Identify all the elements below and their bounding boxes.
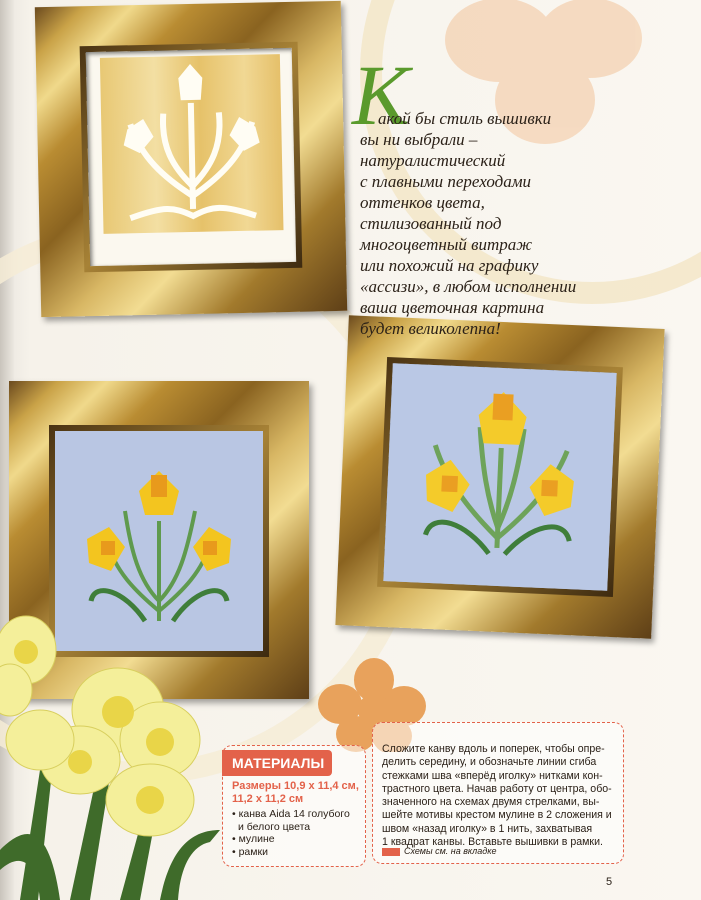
materials-sizes: Размеры 10,9 х 11,4 см, 11,2 х 11,2 см	[232, 780, 359, 805]
instructions-line: делить середину, и обозначьте линии сгиба	[382, 756, 597, 769]
materials-item: • канва Aida 14 голубого	[232, 808, 350, 820]
instructions-line: значенного на схемах двумя стрелками, вы-	[382, 796, 600, 809]
materials-title: МАТЕРИАЛЫ	[222, 750, 332, 776]
intro-line: оттенков цвета,	[360, 193, 485, 212]
daffodil-bouquet-photo	[0, 590, 230, 900]
materials-list	[232, 808, 362, 858]
instructions-line: стежками шва «вперёд иголку» нитками кон-	[382, 769, 603, 782]
framed-embroidery-blue-right	[335, 315, 664, 638]
intro-line: акой бы стиль вышивки	[378, 109, 552, 128]
intro-line: «ассизи», в любом исполнении	[360, 277, 577, 296]
intro-line: будет великолепна!	[360, 319, 501, 338]
instructions-line: шейте мотивы крестом мулине в 2 сложения и	[382, 809, 612, 822]
materials-item: • мулине	[232, 833, 275, 845]
instructions-text	[382, 743, 618, 849]
instructions-line: Сложите канву вдоль и поперек, чтобы опре-	[382, 743, 605, 755]
intro-line: натуралистический	[360, 151, 506, 170]
instructions-line: швом «назад иголку» в 1 нить, захватывая	[382, 822, 593, 835]
scheme-marker-icon	[382, 848, 400, 856]
page-number: 5	[606, 876, 613, 888]
intro-line: ваша цветочная картина	[360, 298, 545, 317]
stylized-daffodil-motif	[100, 54, 284, 234]
intro-line: вы ни выбрали –	[360, 130, 478, 149]
intro-line: многоцветный витраж	[360, 235, 533, 254]
embroidery-canvas-white	[100, 54, 284, 234]
instructions-line: 1 квадрат канвы. Вставьте вышивки в рамки.	[382, 836, 603, 849]
materials-item: • рамки	[232, 845, 268, 858]
framed-embroidery-white	[35, 1, 347, 317]
scheme-note	[382, 846, 496, 857]
embroidery-canvas-blue-right	[383, 363, 616, 591]
instructions-line: трастного цвета. Начав работу от центра, обо-	[382, 782, 612, 795]
intro-line: с плавными переходами	[360, 172, 532, 191]
intro-line: стилизованный под	[360, 214, 502, 233]
intro-paragraph	[360, 108, 650, 339]
daffodil-motif	[383, 363, 616, 591]
intro-dropcap: К	[352, 47, 410, 143]
intro-line: или похожий на графику	[360, 256, 539, 275]
scheme-note-text: Схемы см. на вкладке	[404, 846, 497, 856]
materials-item: и белого цвета	[238, 820, 311, 833]
